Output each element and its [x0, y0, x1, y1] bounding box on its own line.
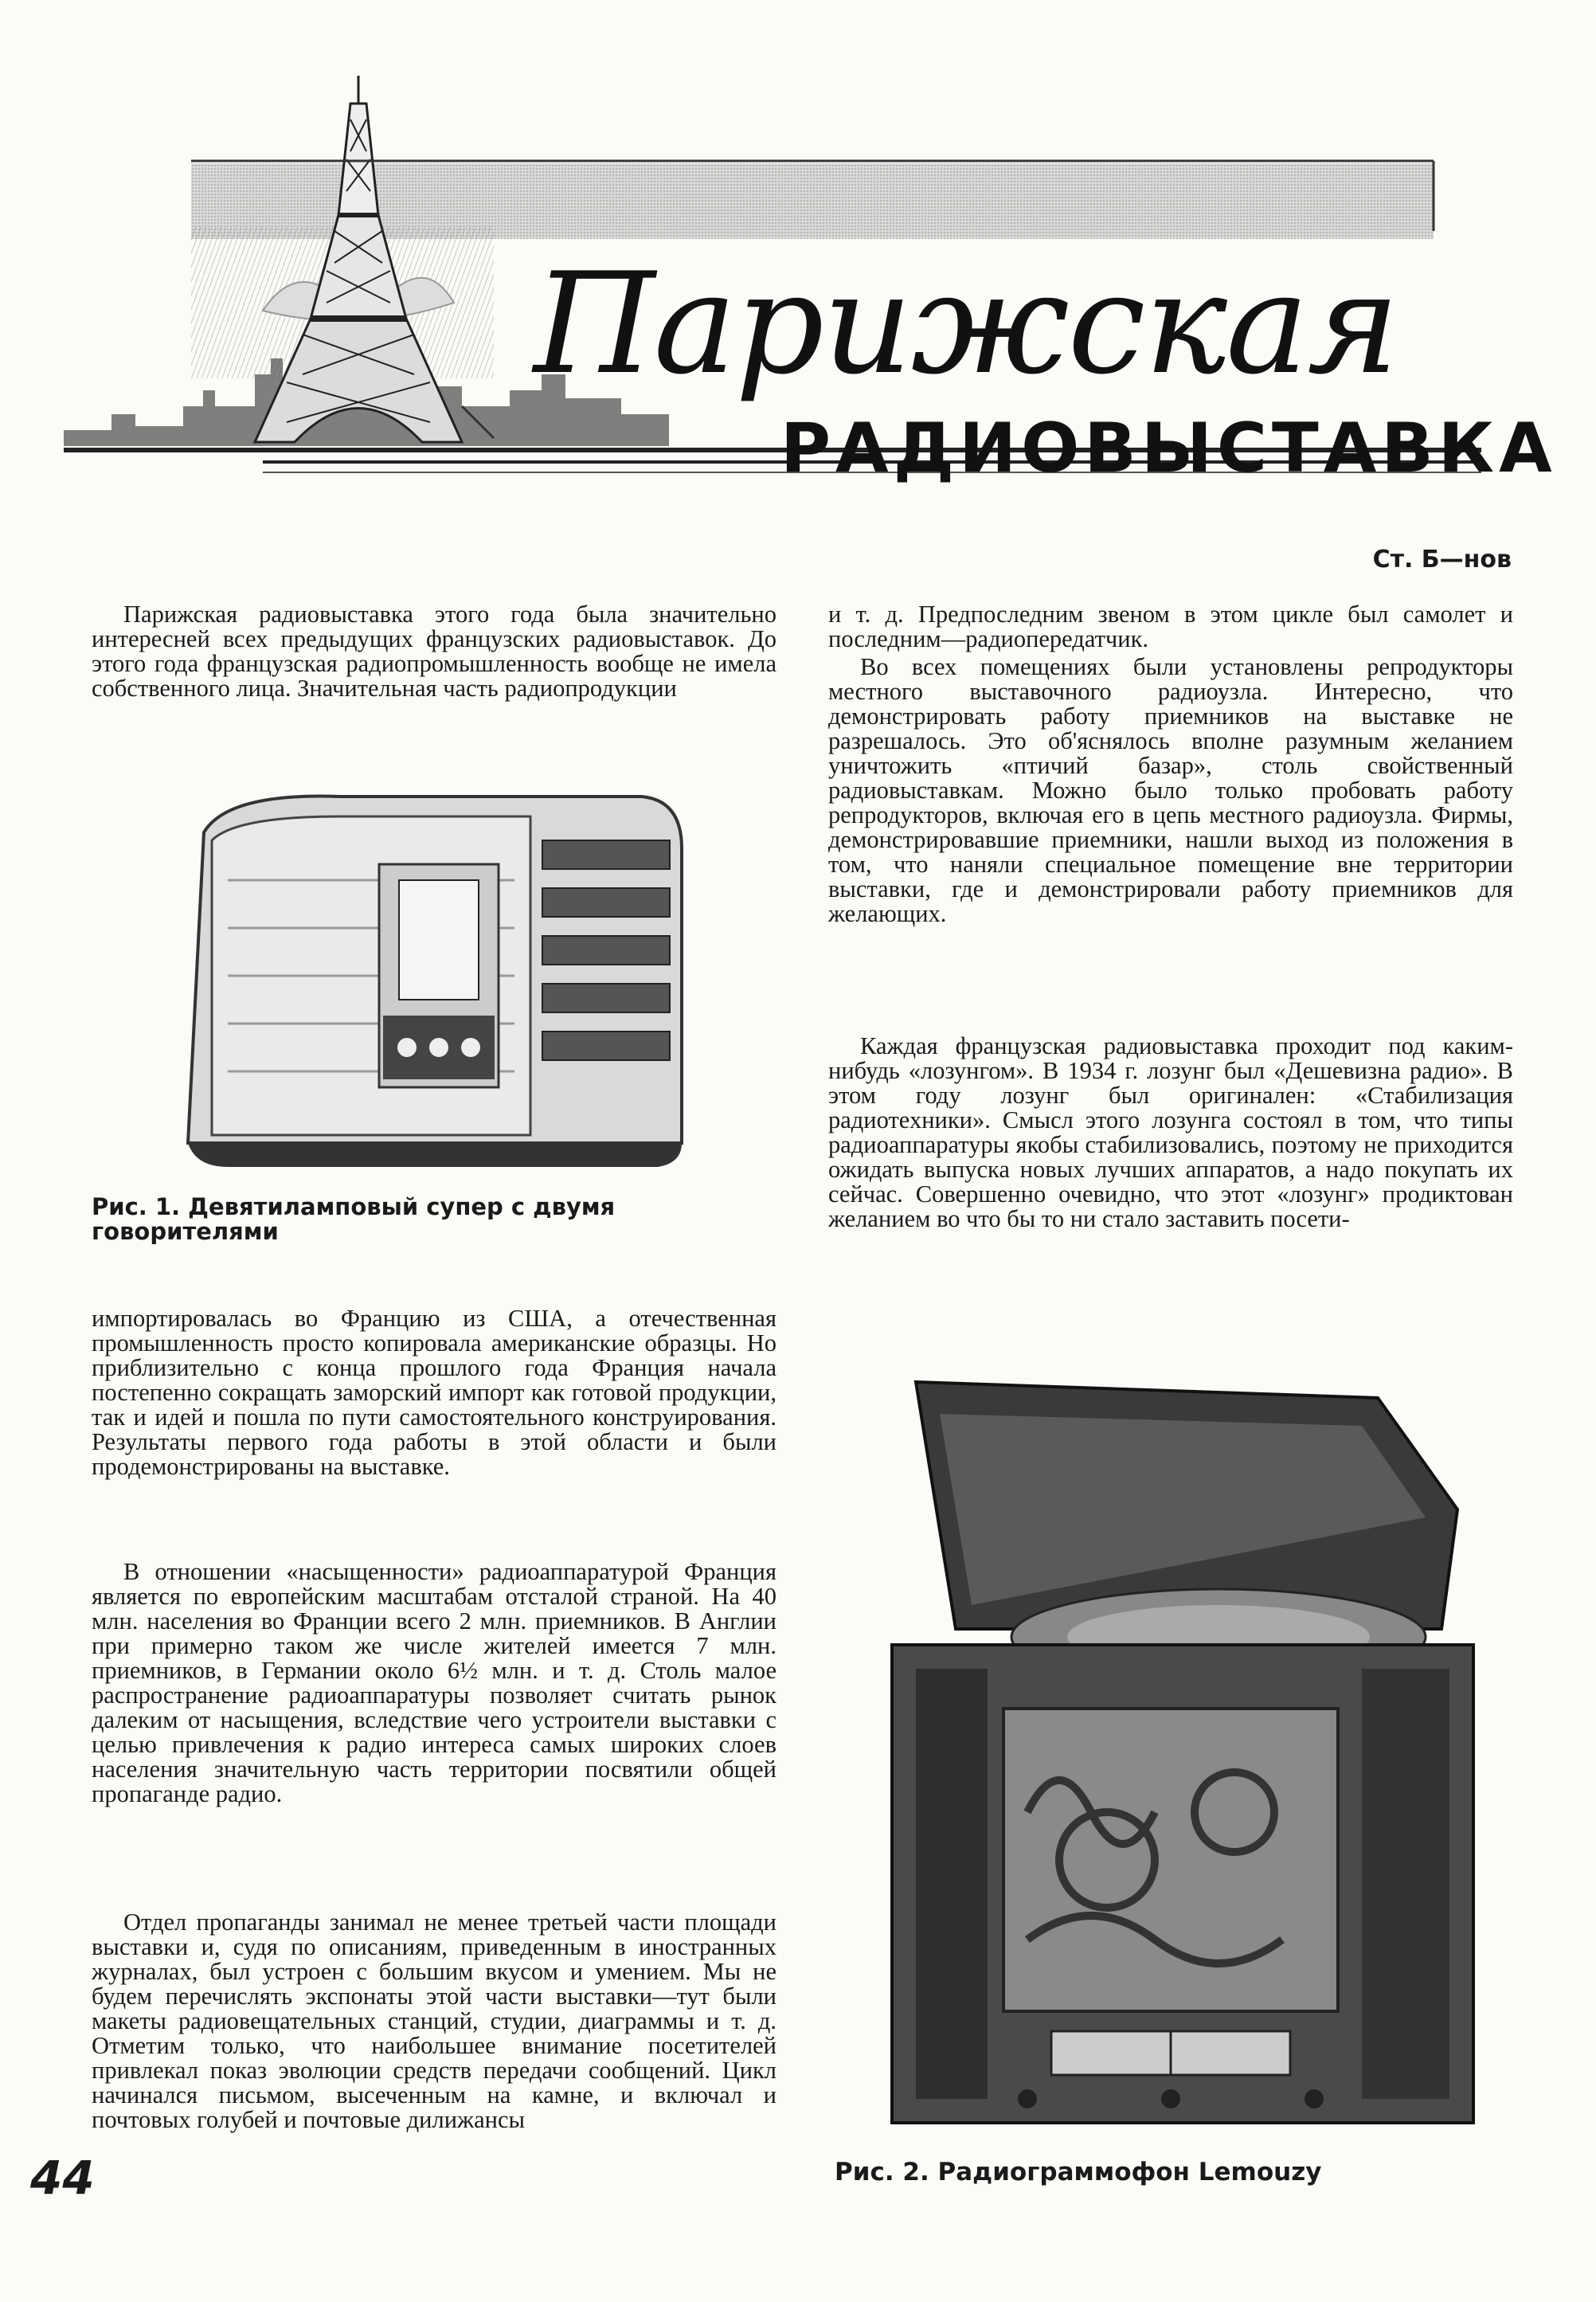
- right-paragraph-2: Во всех помещениях были установлены репродукторы местного выставочного радиоузла. Интересно, что демонстрировать работу приемников на выставке не разрешалось. Это об'яснялось вполне разумным желанием уничтожить «птичий базар», столь свойственный радиовыставкам. Можно было только пробовать работу репродукторов, включая его в цепь местного радиоузла. Фирмы, демонстрировавшие приемники, нашли выход из положения в том, что наняли специальное помещение вне территории выставки, где и демонстрировали работу приемников для желающих.: [828, 653, 1513, 927]
- right-paragraph-3: Каждая французская радиовыставка проходит под каким-нибудь «лозунгом». В 1934 г. лозунг был «Дешевизна радио». В этом году лозунг был оригинален: «Стабилизация радиотехники». Смысл этого лозунга состоял в том, что типы радиоаппаратуры якобы стабилизовались, поэтому не приходится ожидать выпуска новых лучших аппаратов, а надо покупать их сейчас. Совершенно очевидно, что этот «лозунг» продиктован желанием во что бы то ни стало заставить посети-: [828, 1032, 1513, 1232]
- figure-1-radio-receiver: [180, 785, 690, 1175]
- header-banner: [64, 72, 1557, 488]
- figure-2-caption: Рис. 2. Радиограммофон Lemouzy: [835, 2158, 1322, 2187]
- left-paragraph-2: импортировалась во Францию из США, а отечественная промышленность просто копировала американские образцы. Но приблизительно с конца прошлого года Франция начала постепенно сокращать заморский импорт как готовой продукции, так и идей и пошла по пути самостоятельного конструирования. Результаты первого года работы в этой области и были продемонстрированы на выставке.: [92, 1305, 776, 1480]
- author-byline: Ст. Б—нов: [1372, 546, 1512, 574]
- figure-2-radiogramophone: [868, 1366, 1489, 2131]
- title-subtitle: РАДИОВЫСТАВКА: [780, 409, 1557, 488]
- right-paragraph-1: и т. д. Предпоследним звеном в этом цикле был самолет и последним—радиопередатчик.: [828, 601, 1513, 652]
- left-paragraph-3: В отношении «насыщенности» радиоаппаратурой Франция является по европейским масштабам отсталой страной. На 40 млн. населения во Франции всего 2 млн. приемников. В Англии при примерно таком же числе жителей имеется 7 млн. приемников, в Германии около 6½ млн. и т. д. Столь малое распространение радиоаппаратуры позволяет считать рынок далеким от насыщения, вследствие чего устроители выставки с целью привлечения к радио интереса самых широких слоев населения значительную часть территории посвятили общей пропаганде радио.: [92, 1558, 776, 1807]
- title-script: Парижская: [534, 244, 1398, 405]
- left-paragraph-1: Парижская радиовыставка этого года была значительно интересней всех предыдущих французских радиовыставок. До этого года французская радиопромышленность вообще не имела собственного лица. Значительная часть радиопродукции: [92, 601, 776, 702]
- page-number: 44: [30, 2151, 95, 2205]
- figure-1-caption: Рис. 1. Девятиламповый супер с двумя говорителями: [92, 1193, 616, 1245]
- left-paragraph-4: Отдел пропаганды занимал не менее третьей части площади выставки и, судя по описаниям, приведенным в иностранных журналах, был устроен с большим вкусом и умением. Мы не будем перечислять экспонаты этой части выставки—тут были макеты радиовещательных станций, студии, диаграммы и т. д. Отметим только, что наибольшее внимание посетителей привлекал показ эволюции средств передачи сообщений. Цикл начинался письмом, высеченным на камне, и включал и почтовых голубей и почтовые дилижансы: [92, 1909, 776, 2133]
